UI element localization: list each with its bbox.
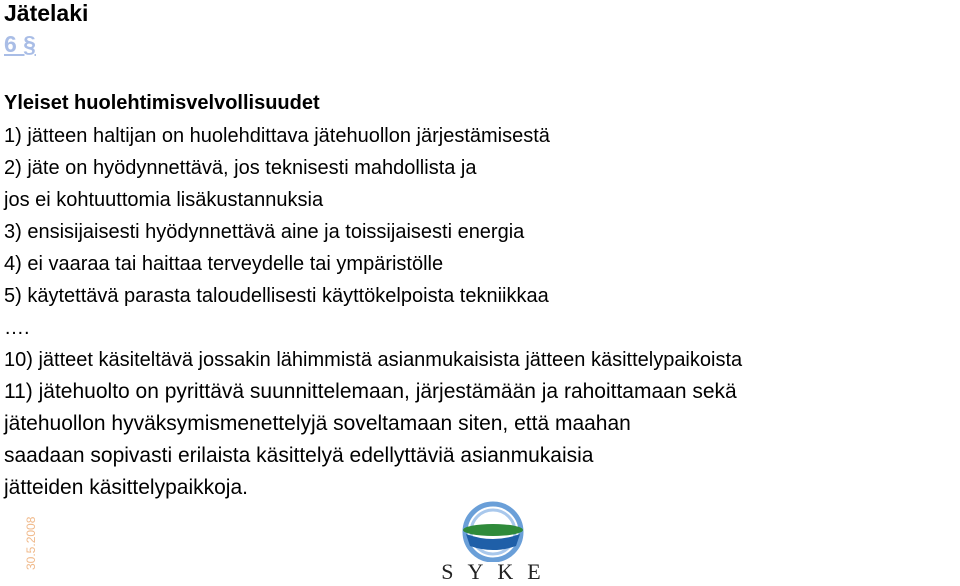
list-item: 2) jäte on hyödynnettävä, jos teknisesti mahdollista ja — [4, 157, 477, 179]
list-item: jätteiden käsittelypaikkoja. — [4, 476, 248, 499]
list-item: saadaan sopivasti erilaista käsittelyä edellyttäviä asianmukaisia — [4, 444, 594, 467]
list-item: jos ei kohtuuttomia lisäkustannuksia — [4, 189, 324, 211]
document-title: Jätelaki — [4, 0, 89, 26]
slide-date: 30.5.2008 — [24, 516, 38, 570]
list-item: 11) jätehuolto on pyrittävä suunnittelemaan, järjestämään ja rahoittamaan sekä — [4, 380, 737, 403]
list-item: 4) ei vaaraa tai haittaa terveydelle tai ympäristölle — [4, 253, 444, 275]
list-item: 3) ensisijaisesti hyödynnettävä aine ja toissijaisesti energia — [4, 221, 525, 243]
obligations-list — [4, 120, 742, 504]
logo-text: SYKE — [441, 559, 555, 584]
section-heading: Yleiset huolehtimisvelvollisuudet — [4, 92, 320, 114]
list-item: …. — [4, 317, 30, 339]
list-item: 1) jätteen haltijan on huolehdittava jätehuollon järjestämisestä — [4, 125, 550, 147]
list-item: 5) käytettävä parasta taloudellisesti käyttökelpoista tekniikkaa — [4, 285, 549, 307]
list-item: jätehuollon hyväksymismenettelyjä soveltamaan siten, että maahan — [4, 412, 631, 435]
section-link[interactable]: 6 § — [4, 31, 36, 57]
list-item: 10) jätteet käsiteltävä jossakin lähimmistä asianmukaisista jätteen käsittelypaikoista — [4, 349, 743, 371]
syke-logo — [430, 500, 556, 584]
syke-emblem-icon — [430, 500, 556, 562]
